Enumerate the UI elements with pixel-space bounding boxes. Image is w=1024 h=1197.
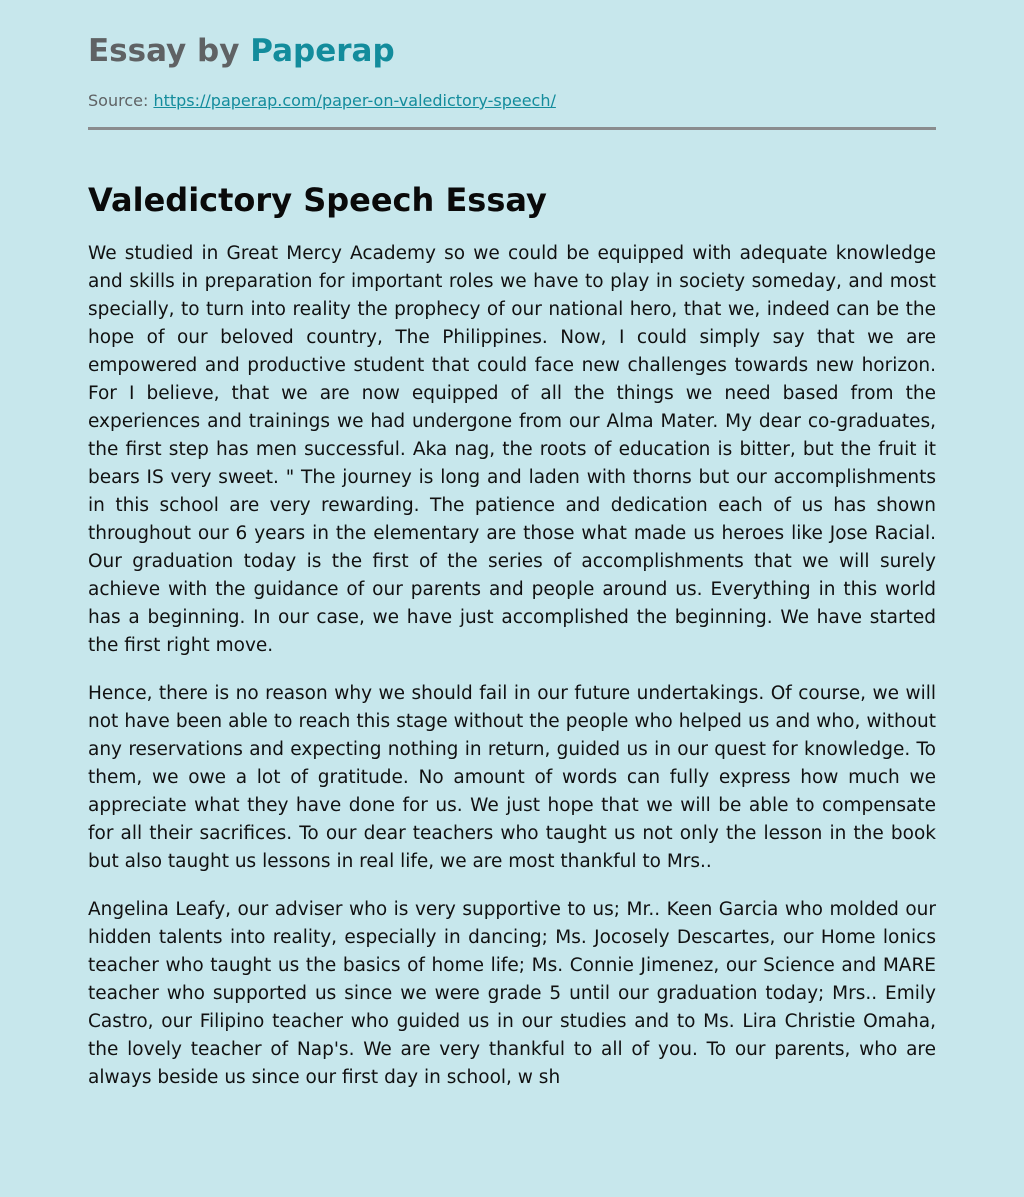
essay-body [88, 240, 936, 1092]
source-link[interactable]: https://paperap.com/paper-on-valedictory-speech/ [153, 91, 556, 110]
essay-paragraph-2: Hence, there is no reason why we should fail in our future undertakings. Of course, we will not have been able to reach this stage without the people who helped us and who, without any reservations and expecting nothing in return, guided us in our quest for knowledge. To them, we owe a lot of gratitude. No amount of words can fully express how much we appreciate what they have done for us. We just hope that we will be able to compensate for all their sacrifices. To our dear teachers who taught us not only the lesson in the book but also taught us lessons in real life, we are most thankful to Mrs.. [88, 683, 936, 872]
header-divider [88, 127, 936, 130]
source-line [88, 91, 936, 111]
brand-name: Paperap [250, 33, 395, 69]
essay-title: Valedictory Speech Essay [88, 181, 547, 219]
site-brand [88, 0, 936, 71]
essay-paragraph-1: We studied in Great Mercy Academy so we could be equipped with adequate knowledge and skills in preparation for important roles we have to play in society someday, and most specially, to turn into reality the prophecy of our national hero, that we, indeed can be the hope of our beloved country, The Philippines. Now, I could simply say that we are empowered and productive student that could face new challenges towards new horizon. For I believe, that we are now equipped of all the things we need based from the experiences and trainings we had undergone from our Alma Mater. My dear co-graduates, the first step has men successful. Aka nag, the roots of education is bitter, but the fruit it bears IS very sweet. " The journey is long and laden with thorns but our accomplishments in this school are very rewarding. The patience and dedication each of us has shown throughout our 6 years in the elementary are those what made us heroes like Jose Racial. Our graduation today is the first of the series of accomplishments that we will surely achieve with the guidance of our parents and people around us. Everything in this world has a beginning. In our case, we have just accomplished the beginning. We have started the first right move. [88, 243, 936, 656]
brand-prefix: Essay by [88, 33, 251, 69]
essay-paragraph-3: Angelina Leafy, our adviser who is very supportive to us; Mr.. Keen Garcia who molded our hidden talents into reality, especially in dancing; Ms. Jocosely Descartes, our Home lonics teacher who taught us the basics of home life; Ms. Connie Jimenez, our Science and MARE teacher who supported us since we were grade 5 until our graduation today; Mrs.. Emily Castro, our Filipino teacher who guided us in our studies and to Ms. Lira Christie Omaha, the lovely teacher of Nap's. We are very thankful to all of you. To our parents, who are always beside us since our first day in school, w sh [88, 899, 936, 1088]
source-label: Source: [88, 91, 149, 110]
